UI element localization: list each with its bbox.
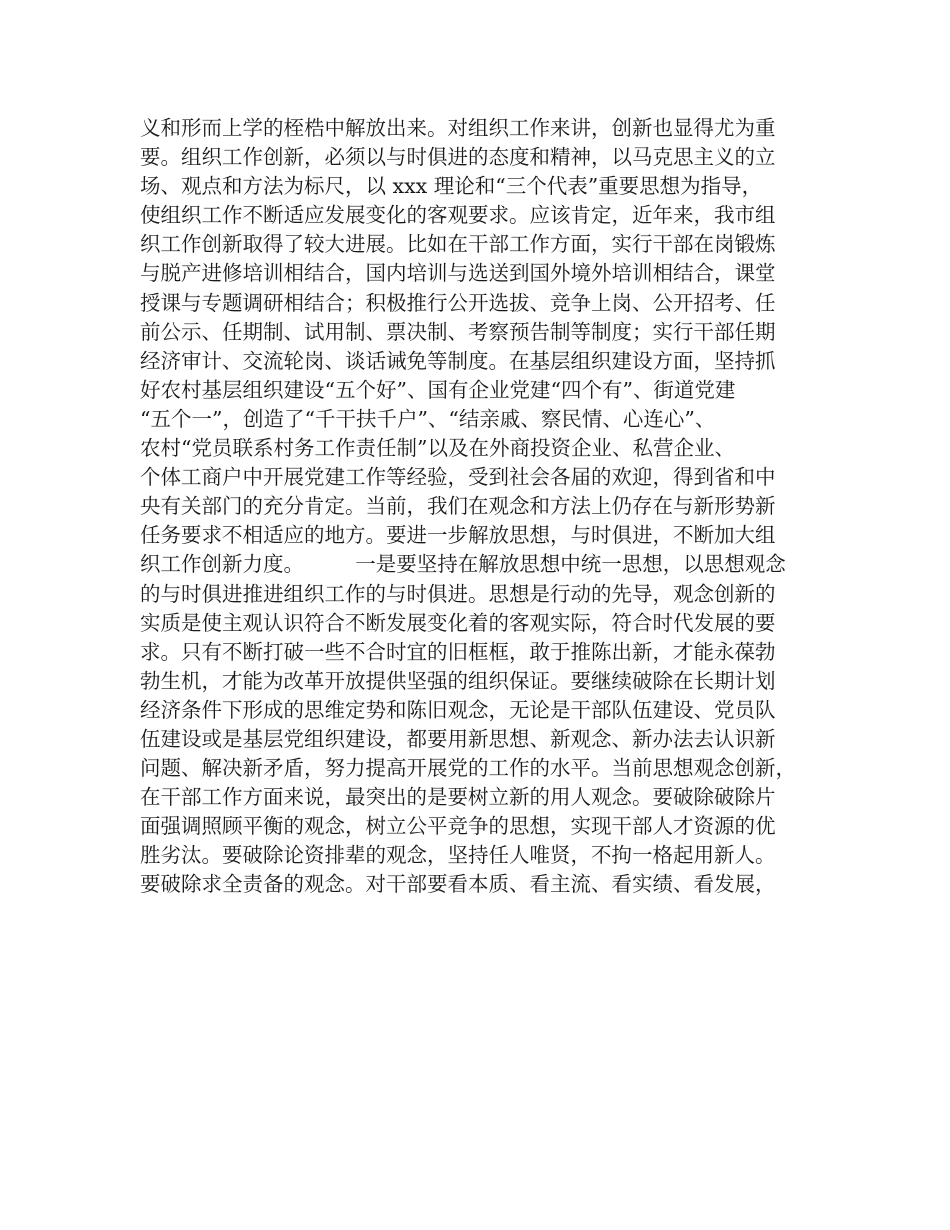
text-line: 面强调照顾平衡的观念，树立公平竞争的思想，实现干部人才资源的优 bbox=[140, 814, 776, 839]
text-line: 农村“党员联系村务工作责任制”以及在外商投资企业、私营企业、 bbox=[140, 436, 735, 461]
text-line: 前公示、任期制、试用制、票决制、考察预告制等制度；实行干部任期 bbox=[140, 319, 776, 344]
text-line: 个体工商户中开展党建工作等经验，受到社会各届的欢迎，得到省和中 bbox=[140, 465, 776, 490]
text-line: 勃生机，才能为改革开放提供坚强的组织保证。要继续破除在长期计划 bbox=[140, 668, 776, 693]
text-line: 央有关部门的充分肯定。当前，我们在观念和方法上仍存在与新形势新 bbox=[140, 494, 776, 519]
text-line: 与脱产进修培训相结合，国内培训与选送到国外境外培训相结合，课堂 bbox=[140, 261, 776, 286]
text-line: 授课与专题调研相结合；积极推行公开选拔、竞争上岗、公开招考、任 bbox=[140, 290, 776, 315]
text-line: 伍建设或是基层党组织建设，都要用新思想、新观念、新办法去认识新 bbox=[140, 726, 776, 751]
text-line: 问题、解决新矛盾，努力提高开展党的工作的水平。当前思想观念创新， bbox=[140, 756, 796, 781]
text-line: 经济审计、交流轮岗、谈话诫免等制度。在基层组织建设方面，坚持抓 bbox=[140, 348, 776, 373]
text-line: “五个一”，创造了“千干扶千户”、“结亲戚、察民情、心连心”、 bbox=[140, 406, 716, 431]
text-line: 好农村基层组织建设“五个好”、国有企业党建“四个有”、街道党建 bbox=[140, 377, 736, 402]
text-line: 织工作创新力度。 一是要坚持在解放思想中统一思想，以思想观念 bbox=[140, 552, 786, 577]
text-line: 经济条件下形成的思维定势和陈旧观念，无论是干部队伍建设、党员队 bbox=[140, 697, 776, 722]
text-line: 要。组织工作创新，必须以与时俱进的态度和精神，以马克思主义的立 bbox=[140, 145, 776, 170]
text-line: 义和形而上学的桎梏中解放出来。对组织工作来讲，创新也显得尤为重 bbox=[140, 116, 776, 140]
text-line: 织工作创新取得了较大进展。比如在干部工作方面，实行干部在岗锻炼 bbox=[140, 232, 776, 257]
text-line: 胜劣汰。要破除论资排辈的观念，坚持任人唯贤，不拘一格起用新人。 bbox=[140, 843, 776, 868]
text-line: 任务要求不相适应的地方。要进一步解放思想，与时俱进，不断加大组 bbox=[140, 523, 776, 548]
text-line: 在干部工作方面来说，最突出的是要树立新的用人观念。要破除破除片 bbox=[140, 785, 776, 810]
text-line: 使组织工作不断适应发展变化的客观要求。应该肯定，近年来，我市组 bbox=[140, 203, 776, 228]
text-line: 要破除求全责备的观念。对干部要看本质、看主流、看实绩、看发展， bbox=[140, 872, 776, 897]
text-line: 求。只有不断打破一些不合时宜的旧框框，敢于推陈出新，才能永葆勃 bbox=[140, 639, 776, 664]
text-line: 的与时俱进推进组织工作的与时俱进。思想是行动的先导，观念创新的 bbox=[140, 581, 776, 606]
text-line: 场、观点和方法为标尺，以 xxx 理论和“三个代表”重要思想为指导， bbox=[140, 174, 763, 199]
body-text bbox=[140, 114, 840, 900]
text-line: 实质是使主观认识符合不断发展变化着的客观实际，符合时代发展的要 bbox=[140, 610, 776, 635]
